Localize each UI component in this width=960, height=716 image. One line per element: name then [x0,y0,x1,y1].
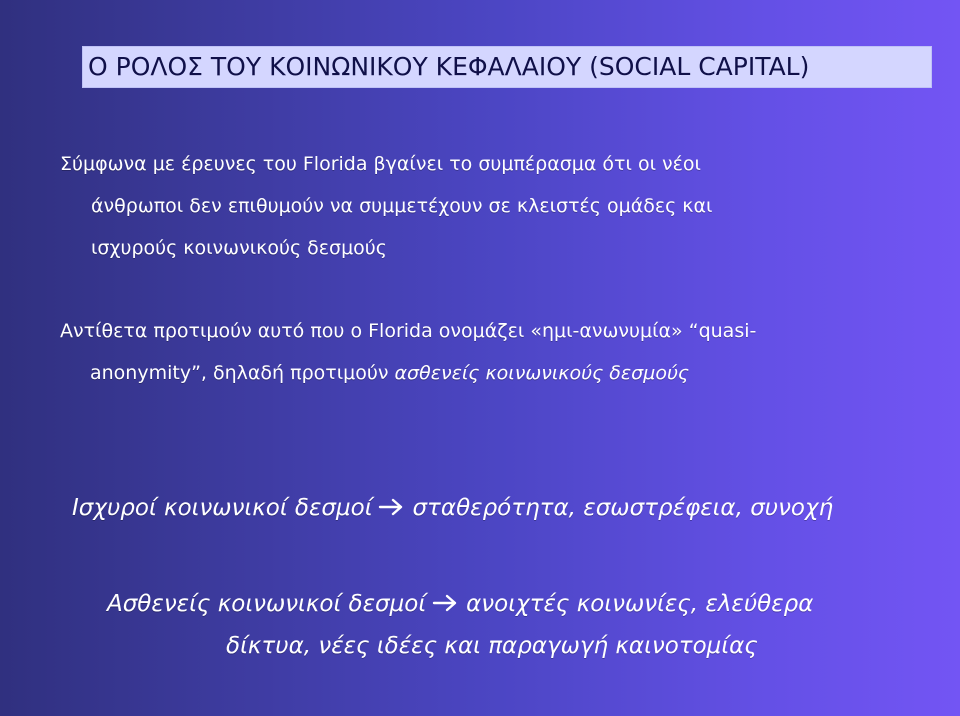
strong-ties-result: σταθερότητα, εσωστρέφεια, συνοχή [412,495,834,521]
strong-ties-statement [72,488,833,528]
weak-ties-line: δίκτυα, νέες ιδέες και παραγωγή καινοτομίας [226,633,758,659]
strong-ties-term: Ισχυροί κοινωνικοί δεσμοί [72,495,373,521]
paragraph-line [60,352,756,394]
paragraph-line: άνθρωποι δεν επιθυμούν να συμμετέχουν σε κλειστές ομάδες και [91,195,713,217]
weak-ties-line [107,583,813,625]
paragraph-text: anonymity”, δηλαδή προτιμούν [90,362,395,384]
arrow-right-icon [372,488,412,528]
weak-ties-statement [107,583,813,667]
slide-title: Ο ΡΟΛΟΣ ΤΟΥ ΚΟΙΝΩΝΙΚΟΥ ΚΕΦΑΛΑΙΟΥ (SOCIAL CAPITAL) [82,46,932,88]
emphasis-weak-ties: ασθενείς κοινωνικούς δεσμούς [394,362,690,384]
arrow-right-icon [426,583,466,625]
paragraph-quasi-anonymity [60,310,756,394]
paragraph-line: Σύμφωνα με έρευνες του Florida βγαίνει το συμπέρασμα ότι οι νέοι [60,153,701,175]
paragraph-line: ισχυρούς κοινωνικούς δεσμούς [91,237,387,259]
paragraph-line: Αντίθετα προτιμούν αυτό που ο Florida ονομάζει «ημι-ανωνυμία» “quasi- [60,320,757,342]
paragraph-florida-findings [60,143,712,269]
weak-ties-result: ανοιχτές κοινωνίες, ελεύθερα [466,591,814,617]
weak-ties-term: Ασθενείς κοινωνικοί δεσμοί [107,591,427,617]
